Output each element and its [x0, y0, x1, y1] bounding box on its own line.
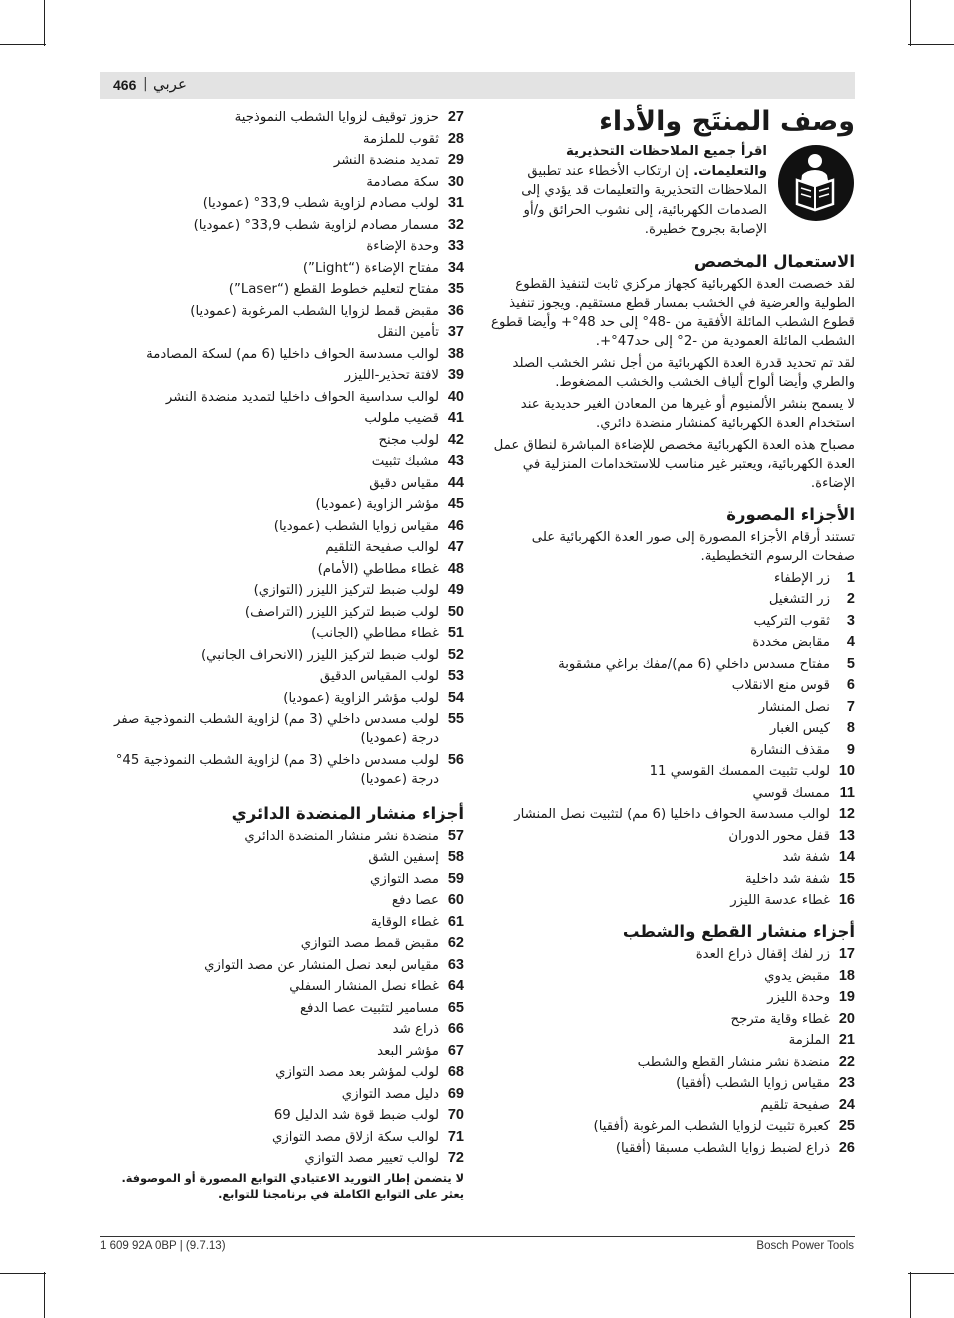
- item-number: 4: [846, 634, 855, 650]
- item-text: ذراع لضبط زوايا الشطب مسبقا (أفقيا): [615, 1140, 830, 1156]
- item-text: سكة مصادمة: [366, 174, 439, 190]
- item-text: مشبك تثبيت: [371, 454, 439, 469]
- item-number: 21: [838, 1032, 855, 1048]
- item-number: 8: [846, 720, 855, 736]
- list-item: [100, 1128, 464, 1147]
- list-item: [100, 302, 464, 321]
- list-item: [490, 891, 855, 910]
- paragraph: لا يسمح بنشر الألمنيوم أو غيرها من المعادن الغير حديدية عند استخدام العدة الكهربائية كمنشار منضدة دائري.: [520, 396, 855, 431]
- item-text: غطاء الوقاية: [370, 914, 439, 930]
- item-text: غطاء عدسة الليزر: [730, 893, 830, 908]
- item-number: 36: [447, 302, 464, 319]
- left-column: [100, 108, 464, 1203]
- section-heading-table-saw-parts: أجزاء منشار المنضدة الدائري: [231, 803, 464, 823]
- item-text: تمديد منضدة النشر: [333, 153, 439, 168]
- item-text: لوالب مسدسة الحواف داخليا (6 مم) لتثبيت نصل المنشار: [514, 807, 830, 822]
- item-text: دليل مصد التوازي: [341, 1086, 439, 1102]
- right-column: [490, 104, 855, 1160]
- item-text: لولب المقياس الدقيق: [319, 669, 439, 684]
- item-number: 1: [846, 569, 855, 586]
- item-text: إسفين الشق: [368, 850, 439, 865]
- list-item: [490, 655, 855, 674]
- item-number: 50: [447, 603, 464, 620]
- item-number: 32: [447, 216, 464, 233]
- item-number: 62: [447, 935, 464, 951]
- item-text: كعبرة تثبيت لزوايا الشطب المرغوبة (أفقيا): [593, 1119, 830, 1134]
- item-text: قوس منع الانقلاب: [731, 678, 830, 693]
- item-number: 51: [447, 625, 464, 641]
- item-text: مؤشر الزاوية (عموديا): [315, 497, 439, 512]
- item-text: لولب مجنح: [378, 432, 439, 448]
- list-item: [100, 495, 464, 514]
- item-number: 60: [447, 892, 464, 908]
- list-item: [100, 237, 464, 256]
- list-item: [100, 108, 464, 127]
- crop-mark: [908, 1273, 954, 1274]
- list-item: [100, 151, 464, 170]
- item-text: ثقوب للملزمة: [362, 131, 439, 147]
- item-text: مسامير لتثبيت عصا الدفع: [299, 1000, 439, 1016]
- item-text: ذراع شد: [392, 1022, 439, 1037]
- page-number: 466: [113, 77, 137, 93]
- item-text: مسمار مصادم لزاوية شطب 33,9° (عموديا): [193, 217, 439, 233]
- paragraph: لقد خصصت العدة الكهربائية كجهاز مركزي ثابت لتنفيذ القطوع الطولية والعرضية في الخشب بمسار قطع مستقيم. ويجوز تنفيذ قطوع الشطب المائلة الأفقية من -48° إلى حد 48°+ وأيضا قطوع الشطب المائلة العمودية من -2° إلى حد47°+.: [491, 276, 855, 349]
- item-text: حزوز توقيف لزوايا الشطب النموذجية: [234, 110, 439, 125]
- item-text: نصل المنشار: [758, 699, 830, 715]
- list-item: [490, 967, 855, 986]
- list-item: [100, 581, 464, 600]
- item-number: 67: [447, 1042, 464, 1059]
- item-number: 16: [838, 892, 855, 908]
- item-text: وحدة الإضاءة: [366, 239, 439, 254]
- list-item: [490, 676, 855, 695]
- list-item: [490, 827, 855, 846]
- item-number: 47: [447, 539, 464, 555]
- item-number: 37: [447, 324, 464, 340]
- list-item: [490, 870, 855, 889]
- item-number: 43: [447, 453, 464, 469]
- item-text: لولب لمؤشر بعد مصد التوازي: [275, 1065, 439, 1080]
- item-text: مقبض قمط لزوايا الشطب المرغوبة (عموديا): [190, 303, 439, 319]
- header-separator: |: [143, 76, 148, 92]
- item-number: 25: [838, 1118, 855, 1134]
- item-text: لوالب سداسية الحواف داخليا لتمديد منضدة النشر: [165, 389, 439, 405]
- list-item: [100, 323, 464, 342]
- item-number: 18: [838, 967, 855, 984]
- item-number: 72: [447, 1150, 464, 1166]
- page-title: وصف المنتَج والأداء: [599, 106, 855, 137]
- item-number: 27: [447, 109, 464, 125]
- warning-text: إن ارتكاب الأخطاء عند تطبيق الملاحظات التحذيرية والتعليمات قد يؤدي إلى الصدمات الكهربائية، إلى نشوب الحرائق و/أو الإصابة بجروح خطيرة.: [521, 163, 767, 237]
- item-text: زر لفك إقفال ذراع العدة: [695, 947, 830, 962]
- item-number: 53: [447, 668, 464, 684]
- item-text: لولب مسدس داخلي (3 مم) لزاوية الشطب النموذجية 45° درجة (عموديا): [115, 752, 439, 787]
- list-item: [490, 1031, 855, 1050]
- item-text: منضدة نشر منشار المنضدة الدائري: [244, 828, 439, 844]
- item-number: 10: [838, 763, 855, 779]
- item-number: 70: [447, 1107, 464, 1123]
- list-item: [490, 719, 855, 738]
- list-item: [100, 474, 464, 493]
- paragraph: مصباح هذه العدة الكهربائية مخصص للإضاءة المباشرة لنطاق عمل العدة الكهربائية، ويعتبر غير مناسب للاستخدامات المنزلية في الإضاءة.: [493, 437, 855, 491]
- list-item: [490, 945, 855, 964]
- list-item: [100, 431, 464, 450]
- item-number: 20: [838, 1010, 855, 1027]
- section-heading-components: الأجزاء المصورة: [726, 504, 855, 524]
- footer-doc-number: 1 609 92A 0BP | (9.7.13): [100, 1240, 226, 1252]
- item-number: 29: [447, 152, 464, 168]
- item-text: لوالب تعيير مصد التوازي: [304, 1151, 439, 1166]
- item-text: مقياس زوايا الشطب (عموديا): [273, 518, 439, 534]
- list-item: [490, 1053, 855, 1072]
- list-item: [490, 805, 855, 824]
- item-text: مفتاح لتعليم خطوط القطع (“Laser”): [228, 282, 439, 297]
- footer-divider: [100, 1236, 855, 1237]
- list-item: [100, 827, 464, 846]
- item-number: 54: [447, 689, 464, 706]
- item-text: مقياس لبعد نصل المنشار عن مصد التوازي: [204, 957, 439, 973]
- item-text: لولب ضبط لتركيز الليزر (التوازي): [253, 583, 439, 598]
- item-number: 63: [447, 956, 464, 973]
- list-item: [100, 913, 464, 932]
- list-item: [100, 538, 464, 557]
- list-item: [100, 345, 464, 364]
- item-number: 41: [447, 410, 464, 426]
- item-number: 46: [447, 517, 464, 534]
- list-item: [100, 624, 464, 643]
- crop-mark: [910, 1272, 911, 1318]
- item-text: غطاء مطاطي (الأمام): [317, 561, 439, 577]
- list-item: [100, 366, 464, 385]
- list-item: [100, 1149, 464, 1168]
- item-text: لوالب صفيحة التلقيم: [325, 540, 439, 555]
- item-number: 66: [447, 1021, 464, 1037]
- list-item: [100, 999, 464, 1018]
- item-text: مقبض قمط مصد التوازي: [300, 936, 439, 951]
- item-text: غطاء مطاطي (الجانب): [311, 626, 439, 641]
- item-text: لوالب سكة ازلاق مصد التوازي: [271, 1129, 439, 1145]
- item-number: 52: [447, 646, 464, 663]
- item-number: 59: [447, 870, 464, 887]
- item-text: قضيب ملولب: [364, 411, 439, 426]
- item-number: 40: [447, 388, 464, 405]
- item-text: مصد التوازي: [369, 871, 439, 887]
- list-item: [100, 956, 464, 975]
- item-number: 11: [839, 784, 855, 801]
- table-saw-parts-list: [100, 827, 464, 1169]
- list-item: [490, 1074, 855, 1093]
- list-item: [490, 633, 855, 652]
- list-item: [100, 173, 464, 192]
- footer-brand: Bosch Power Tools: [756, 1240, 854, 1252]
- warning-bold: اقرأ جميع الملاحظات التحذيرية والتعليمات.: [565, 144, 767, 179]
- item-number: 61: [447, 913, 464, 930]
- list-item: [490, 1096, 855, 1115]
- item-number: 31: [447, 195, 464, 211]
- list-item: [100, 517, 464, 536]
- list-item: [100, 870, 464, 889]
- item-text: تأمين النقل: [377, 325, 439, 340]
- list-item: [100, 1020, 464, 1039]
- item-text: وحدة الليزر: [767, 990, 830, 1005]
- crop-mark: [910, 0, 911, 46]
- list-item: [100, 388, 464, 407]
- list-item: [100, 1042, 464, 1061]
- item-number: 33: [447, 238, 464, 254]
- item-number: 22: [838, 1053, 855, 1070]
- item-text: لولب ضبط قوة شد الدليل 69: [273, 1108, 439, 1123]
- item-text: ثقوب التركيب: [753, 613, 830, 629]
- list-item: [100, 891, 464, 910]
- item-number: 34: [447, 259, 464, 276]
- crosscut-parts-list: [490, 945, 855, 1158]
- section-heading-intended-use: الاستعمال المخصص: [693, 251, 855, 271]
- item-text: قفل محور الدوران: [728, 828, 830, 844]
- item-text: لولب مصادم لزاوية شطب 33,9° (عموديا): [202, 196, 439, 211]
- item-number: 49: [447, 582, 464, 598]
- footnote: لا يتضمن إطار التوريد الاعتيادي التوابع المصورة أو الموصوفة. يعثر على التوابع الكاملة في برنامجنا للتوابع.: [121, 1172, 464, 1201]
- item-text: مقياس زوايا الشطب (أفقيا): [676, 1076, 830, 1091]
- item-number: 42: [447, 431, 464, 448]
- item-text: شفة شد داخلية: [745, 871, 830, 887]
- item-text: مقابض مخددة: [752, 635, 830, 650]
- item-text: مؤشر البعد: [377, 1043, 439, 1059]
- item-text: عصا دفع: [391, 893, 439, 908]
- list-item: [100, 130, 464, 149]
- item-number: 28: [447, 130, 464, 147]
- item-text: مقذف النشارة: [750, 742, 830, 758]
- list-item: [100, 689, 464, 708]
- item-number: 48: [447, 560, 464, 577]
- list-item: [100, 259, 464, 278]
- list-item: [490, 741, 855, 760]
- list-item: [100, 603, 464, 622]
- section-heading-crosscut-parts: أجزاء منشار القطع والشطب: [622, 922, 855, 941]
- list-item: [490, 590, 855, 609]
- item-text: غطاء وقاية مترجح: [730, 1011, 830, 1027]
- item-number: 15: [838, 870, 855, 887]
- item-text: مفتاح مسدس داخلي (6 مم)/مفك براغي مشقوبة: [558, 656, 830, 672]
- list-item: [100, 1063, 464, 1082]
- item-text: ممسك قوسي: [752, 785, 830, 801]
- item-number: 17: [838, 946, 855, 962]
- item-number: 9: [846, 741, 855, 758]
- item-number: 6: [846, 677, 855, 693]
- item-number: 55: [447, 711, 464, 727]
- item-number: 68: [447, 1064, 464, 1080]
- item-text: زر التشغيل: [768, 592, 830, 607]
- item-number: 58: [447, 849, 464, 865]
- list-item: [100, 452, 464, 471]
- item-number: 30: [447, 173, 464, 190]
- item-text: شفة شد: [782, 850, 830, 865]
- list-item: [100, 934, 464, 953]
- item-number: 13: [838, 827, 855, 844]
- item-text: مقياس دقيق: [369, 475, 439, 491]
- item-number: 2: [846, 591, 855, 607]
- list-item: [100, 710, 464, 748]
- list-item: [100, 646, 464, 665]
- item-number: 14: [838, 849, 855, 865]
- list-item: [100, 667, 464, 686]
- item-text: لولب تثبيت الممسك القوسي 11: [649, 764, 830, 779]
- item-number: 65: [447, 999, 464, 1016]
- read-manual-icon: [777, 144, 855, 222]
- header-language: عربي: [153, 75, 187, 93]
- item-text: غطاء نصل المنشار السفلي: [289, 979, 439, 994]
- item-number: 24: [838, 1096, 855, 1113]
- item-text: لولب ضبط لتركيز الليزر (الانحراف الجانبي): [200, 647, 439, 663]
- list-item: [490, 1010, 855, 1029]
- item-number: 5: [846, 655, 855, 672]
- crop-mark: [44, 1272, 45, 1318]
- item-number: 71: [447, 1128, 464, 1145]
- list-item: [490, 698, 855, 717]
- crop-mark: [44, 0, 45, 46]
- list-item: [100, 1106, 464, 1125]
- item-text: لولب مسدس داخلي (3 مم) لزاوية الشطب النموذجية صفر درجة (عموديا): [113, 712, 439, 746]
- list-item: [100, 1085, 464, 1104]
- list-item: [100, 751, 464, 789]
- crop-mark: [908, 44, 954, 45]
- item-number: 44: [447, 474, 464, 491]
- item-number: 38: [447, 345, 464, 362]
- page-header-bar: [100, 72, 855, 99]
- item-number: 19: [838, 989, 855, 1005]
- list-item: [490, 762, 855, 781]
- item-text: كيس الغبار: [769, 721, 830, 736]
- components-intro: تستند أرقام الأجزاء المصورة إلى صور العدة الكهربائية على صفحات الرسوم التخطيطية.: [531, 529, 855, 564]
- item-number: 39: [447, 367, 464, 383]
- item-number: 7: [846, 698, 855, 715]
- item-number: 69: [447, 1085, 464, 1102]
- item-text: لافتة تحذير-الليزر: [344, 368, 439, 383]
- warning-block: [490, 142, 855, 240]
- item-number: 23: [838, 1075, 855, 1091]
- list-item: [490, 1117, 855, 1136]
- list-item: [100, 216, 464, 235]
- item-number: 56: [447, 751, 464, 768]
- paragraph: لقد تم تحديد قدرة العدة الكهربائية من أجل نشر الخشب الصلد والطري وأيضا ألواح ألياف الخشب والخشب المضغوط.: [512, 355, 855, 390]
- list-item: [100, 194, 464, 213]
- list-item: [490, 784, 855, 803]
- item-number: 12: [838, 806, 855, 822]
- item-number: 64: [447, 978, 464, 994]
- components-list: [490, 569, 855, 911]
- list-item: [490, 848, 855, 867]
- item-text: لولب ضبط لتركيز الليزر (التراصف): [244, 604, 439, 620]
- item-text: مفتاح الإضاءة (“Light”): [302, 260, 439, 276]
- crop-mark: [0, 1273, 46, 1274]
- item-text: لوالب مسدسة الحواف داخليا (6 مم) لسكة المصادمة: [146, 346, 439, 362]
- list-item: [100, 848, 464, 867]
- item-number: 57: [447, 827, 464, 844]
- list-item: [100, 280, 464, 299]
- list-item: [100, 560, 464, 579]
- item-text: الملزمة: [788, 1033, 830, 1048]
- item-number: 26: [838, 1139, 855, 1156]
- item-text: زر الإطفاء: [774, 570, 830, 586]
- item-text: لولب مؤشر الزاوية (عموديا): [283, 690, 439, 706]
- item-number: 35: [447, 281, 464, 297]
- list-item: [490, 1139, 855, 1158]
- list-item: [490, 612, 855, 631]
- item-number: 3: [846, 612, 855, 629]
- item-number: 45: [447, 496, 464, 512]
- item-text: منضدة نشر منشار القطع والشطب: [637, 1054, 830, 1070]
- item-text: مقبض يدوي: [764, 968, 830, 984]
- list-item: [490, 569, 855, 588]
- list-item: [100, 409, 464, 428]
- parts-list-continued: [100, 108, 464, 789]
- crop-mark: [0, 44, 46, 45]
- list-item: [100, 977, 464, 996]
- item-text: صفيحة تلقيم: [760, 1097, 830, 1113]
- list-item: [490, 988, 855, 1007]
